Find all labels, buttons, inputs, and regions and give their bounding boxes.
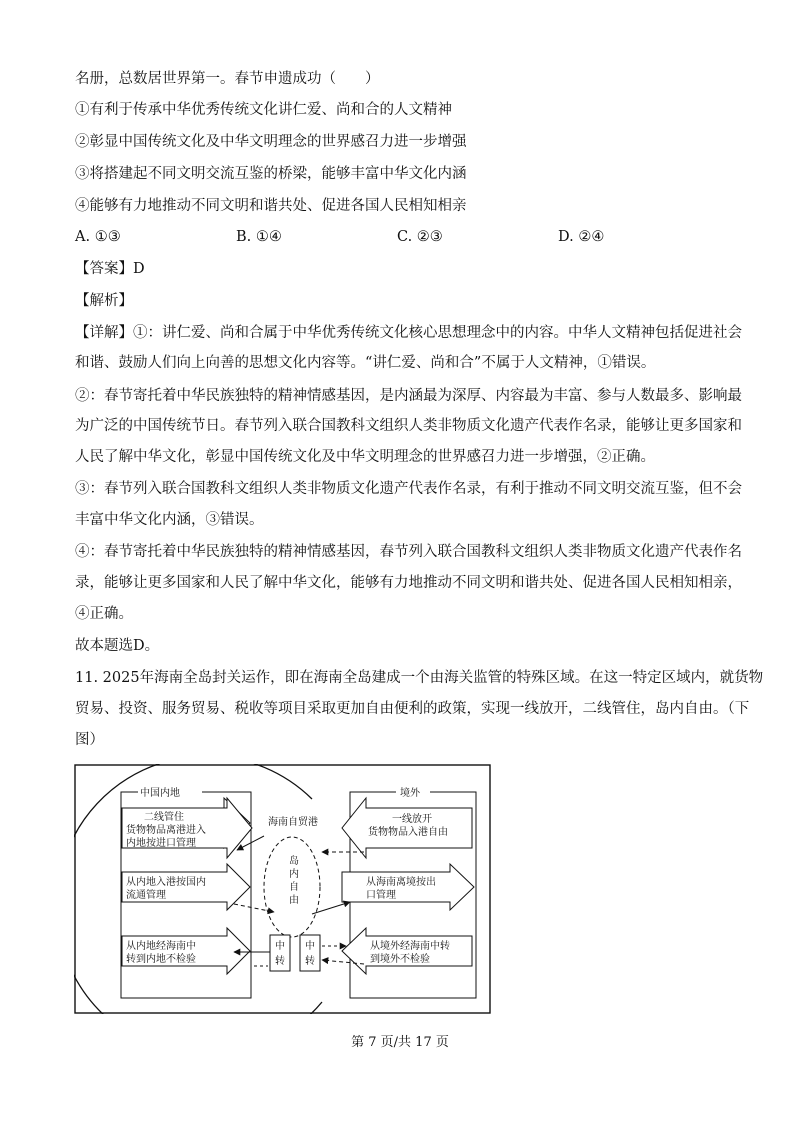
right-box-1-line-2: 货物物品入港自由 [368, 827, 448, 838]
hainan-label: 海南自贸港 [268, 817, 318, 828]
detail-line-7: 丰富中华文化内涵，③错误。 [75, 512, 264, 528]
q11-line-2: 贸易、投资、服务贸易、税收等项目采取更加自由便利的政策，实现一线放开，二线管住，岛内自由。（下 [75, 701, 750, 717]
left-box-2-line-1: 从内地入港按国内 [126, 877, 206, 888]
right-box-2-line-1: 从海南离境按出 [366, 877, 436, 888]
right-box-1-line-1: 一线放开 [392, 814, 432, 825]
q11-line-1: 11. 2025年海南全岛封关运作，即在海南全岛建成一个由海关监管的特殊区域。在这一特定区域内，就货物 [75, 670, 764, 686]
detail-line-1: 【详解】①：讲仁爱、尚和合属于中华优秀传统文化核心思想理念中的内容。中华人文精神包括促进社会 [75, 325, 742, 341]
statement-1: ①有利于传承中华优秀传统文化讲仁爱、尚和合的人文精神 [75, 102, 452, 118]
analysis-label: 【解析】 [75, 293, 133, 309]
left-box-3-line-2: 转到内地不检验 [126, 954, 196, 965]
island-free-2: 内 [289, 869, 299, 880]
hainan-ftp-diagram [74, 764, 491, 1014]
left-box-1-line-3: 内地按进口管理 [126, 838, 196, 849]
transit-left-2: 转 [275, 956, 285, 967]
page-footer: 第 7 页/共 17 页 [351, 1035, 449, 1050]
detail-line-4: 为广泛的中国传统节日。春节列入联合国教科文组织人类非物质文化遗产代表作名录，能够让更多国家和 [75, 418, 742, 434]
detail-line-9: 录，能够让更多国家和人民了解中华文化，能够有力地推动不同文明和谐共处、促进各国人民相知相亲， [75, 575, 742, 591]
option-a: A. ①③ [75, 229, 121, 245]
statement-2: ②彰显中国传统文化及中华文明理念的世界感召力进一步增强 [75, 134, 467, 150]
detail-line-8: ④：春节寄托着中华民族独特的精神情感基因，春节列入联合国教科文组织人类非物质文化遗产代表作名 [75, 544, 742, 560]
detail-line-2: 和谐、鼓励人们向上向善的思想文化内容等。“讲仁爱、尚和合”不属于人文精神，①错误。 [75, 355, 656, 371]
option-c: C. ②③ [397, 229, 443, 245]
island-free-1: 岛 [289, 856, 299, 867]
detail-line-5: 人民了解中华文化，彰显中国传统文化及中华文明理念的世界感召力进一步增强，②正确。 [75, 449, 655, 465]
left-box-1-line-2: 货物物品离港进入 [126, 825, 206, 836]
detail-line-3: ②：春节寄托着中华民族独特的精神情感基因，是内涵最为深厚、内容最为丰富、参与人数最多、影响最 [75, 388, 742, 404]
statement-4: ④能够有力地推动不同文明和谐共处、促进各国人民相知相亲 [75, 198, 467, 214]
detail-line-6: ③：春节列入联合国教科文组织人类非物质文化遗产代表作名录，有利于推动不同文明交流互鉴，但不会 [75, 481, 742, 497]
mainland-label: 中国内地 [140, 788, 180, 799]
overseas-label: 境外 [400, 788, 420, 799]
q11-line-3: 图） [75, 732, 104, 748]
arrow-mainland-entry [234, 904, 274, 912]
answer: 【答案】D [75, 261, 145, 277]
island-free-3: 自 [289, 882, 299, 893]
transit-right-2: 转 [305, 956, 315, 967]
question-stem-end: 名册，总数居世界第一。春节申遗成功（ ） [75, 71, 380, 87]
transit-right-1: 中 [305, 941, 315, 952]
detail-line-10: ④正确。 [75, 606, 133, 622]
left-box-2-line-2: 流通管理 [126, 890, 166, 901]
conclusion: 故本题选D。 [75, 638, 160, 654]
transit-left-1: 中 [275, 941, 285, 952]
right-box-2-line-2: 口管理 [366, 890, 396, 901]
left-box-1-line-1: 二线管住 [144, 812, 184, 823]
right-box-3-line-1: 从境外经海南中转 [370, 941, 450, 952]
left-box-3-line-1: 从内地经海南中 [126, 941, 196, 952]
option-b: B. ①④ [236, 229, 282, 245]
option-d: D. ②④ [558, 229, 605, 245]
island-free-4: 由 [289, 895, 299, 906]
right-box-3-line-2: 到境外不检验 [370, 954, 430, 965]
statement-3: ③将搭建起不同文明交流互鉴的桥梁，能够丰富中华文化内涵 [75, 166, 467, 182]
